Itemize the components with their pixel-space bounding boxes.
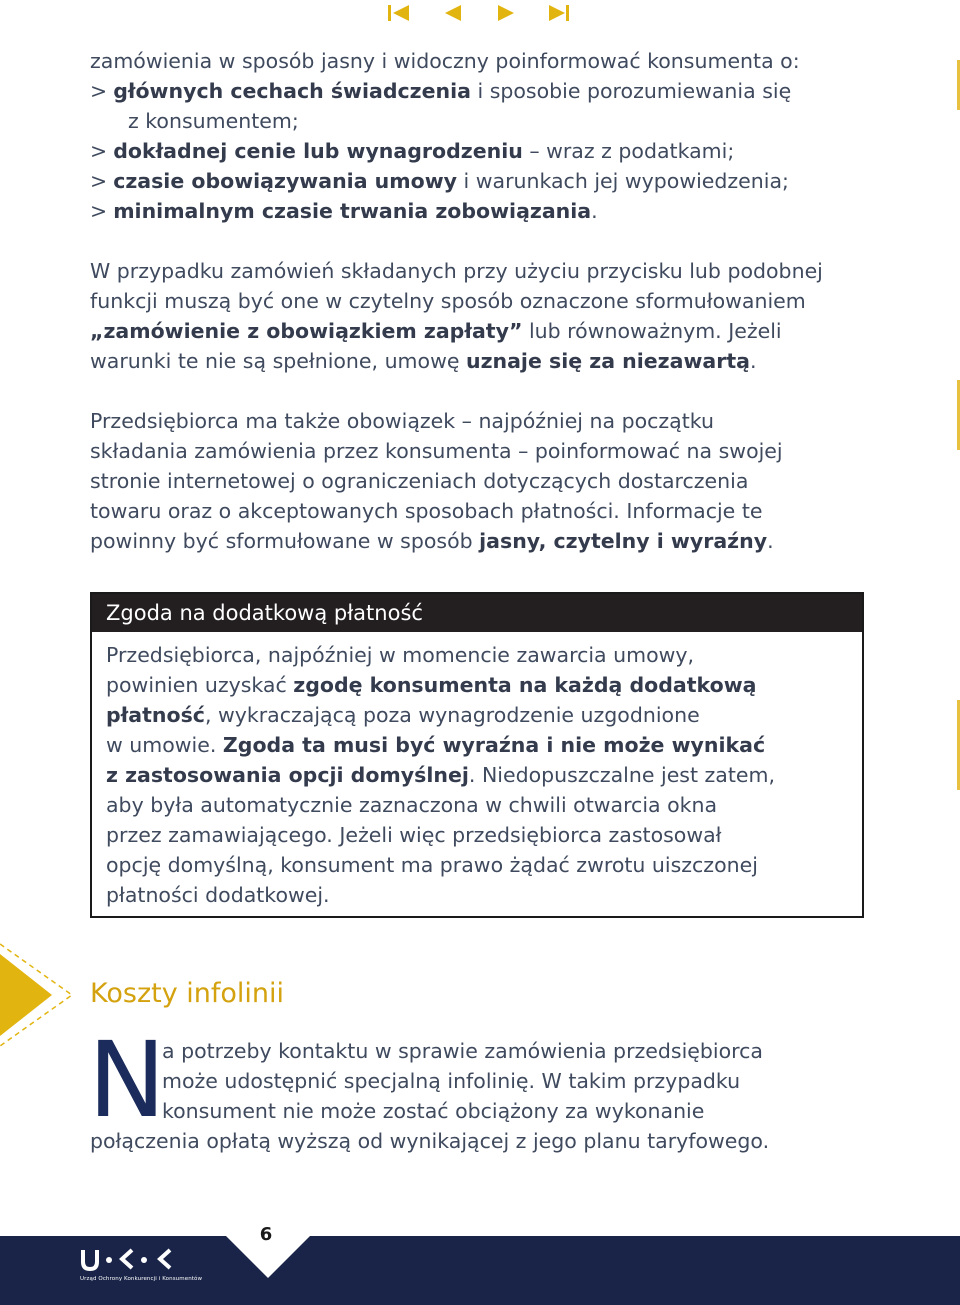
intro-section: [90, 46, 890, 226]
list-marker: >: [90, 79, 108, 103]
triangle-decoration-icon: [0, 940, 80, 1050]
list-marker: >: [90, 169, 108, 193]
list-item-text: – wraz z podatkami;: [522, 139, 735, 163]
bold-phrase: „zamówienie z obowiązkiem zapłaty”: [90, 319, 523, 343]
bold-phrase: uznaje się za niezawartą: [465, 349, 750, 373]
list-item-text: i sposobie porozumiewania się: [470, 79, 792, 103]
text-span: powinny być sformułowane w sposób: [90, 529, 480, 553]
text-span: lub równoważnym. Jeżeli: [522, 319, 782, 343]
text-span: w umowie.: [106, 733, 223, 757]
text-line: [90, 526, 890, 556]
list-item-continuation: z konsumentem;: [128, 109, 299, 133]
text-line: aby była automatycznie zaznaczona w chwili otwarcia okna: [106, 793, 718, 817]
text-line: stronie internetowej o ograniczeniach dotyczących dostarczenia: [90, 469, 749, 493]
section-heading: Koszty infolinii: [90, 978, 285, 1009]
bold-phrase: Zgoda ta musi być wyraźna i nie może wynikać: [222, 733, 766, 757]
list-item: [90, 136, 890, 166]
paragraph-order-button: [90, 256, 890, 376]
text-span: . Niedopuszczalne jest zatem,: [468, 763, 775, 787]
list-item-bold: głównych cechach świadczenia: [113, 79, 471, 103]
text-line: [106, 670, 848, 700]
skip-to-first-icon[interactable]: [385, 2, 411, 24]
page-number: 6: [259, 1224, 273, 1245]
list-marker: >: [90, 139, 108, 163]
text-line: [106, 760, 848, 790]
text-line: [106, 730, 848, 760]
info-box-title: Zgoda na dodatkową płatność: [92, 594, 862, 632]
list-item-text: .: [591, 199, 598, 223]
text-span: .: [767, 529, 774, 553]
list-item: [90, 166, 890, 196]
text-line: przez zamawiającego. Jeżeli więc przedsiębiorca zastosował: [106, 823, 722, 847]
next-icon[interactable]: [493, 2, 519, 24]
list-item-text: i warunkach jej wypowiedzenia;: [457, 169, 789, 193]
text-line: [106, 700, 848, 730]
page-navigation: [385, 2, 575, 24]
text-line: opcję domyślną, konsument ma prawo żądać zwrotu uiszczonej: [106, 853, 758, 877]
uokik-logo: [80, 1247, 176, 1289]
text-span: , wykraczającą poza wynagrodzenie uzgodnione: [204, 703, 700, 727]
list-item-bold: dokładnej cenie lub wynagrodzeniu: [113, 139, 523, 163]
text-line: składania zamówienia przez konsumenta – poinformować na swojej: [90, 439, 783, 463]
text-line: towaru oraz o akceptowanych sposobach płatności. Informacje te: [90, 499, 763, 523]
bold-phrase: jasny, czytelny i wyraźny: [479, 529, 768, 553]
text-line: Przedsiębiorca ma także obowiązek – najpóźniej na początku: [90, 409, 715, 433]
bold-phrase: zgodę konsumenta na każdą dodatkową: [293, 673, 757, 697]
text-span: .: [749, 349, 757, 373]
info-box: [90, 592, 864, 918]
text-line: W przypadku zamówień składanych przy użyciu przycisku lub podobnej: [90, 259, 823, 283]
text-span: powinien uzyskać: [106, 673, 294, 697]
list-item-bold: czasie obowiązywania umowy: [113, 169, 458, 193]
list-item-bold: minimalnym czasie trwania zobowiązania: [113, 199, 592, 223]
previous-icon[interactable]: [441, 2, 467, 24]
text-line: Przedsiębiorca, najpóźniej w momencie zawarcia umowy,: [106, 643, 695, 667]
bold-phrase: płatność: [106, 703, 205, 727]
text-line: może udostępnić specjalną infolinię. W takim przypadku: [162, 1069, 741, 1093]
text-line: konsument nie może zostać obciążony za wykonanie: [162, 1099, 705, 1123]
list-marker: >: [90, 199, 108, 223]
bold-phrase: z zastosowania opcji domyślnej: [106, 763, 469, 787]
info-box-body: [92, 632, 862, 910]
list-item: [90, 76, 890, 106]
text-line: płatności dodatkowej.: [106, 883, 330, 907]
text-line: [90, 346, 890, 376]
intro-line: zamówienia w sposób jasny i widoczny poinformować konsumenta o:: [90, 49, 800, 73]
logo-caption: Urząd Ochrony Konkurencji i Konsumentów: [80, 1276, 203, 1282]
text-line: a potrzeby kontaktu w sprawie zamówienia przedsiębiorca: [162, 1039, 763, 1063]
list-item: [90, 196, 890, 226]
text-line: [90, 316, 890, 346]
paragraph-hotline: [90, 1036, 882, 1156]
drop-cap: N: [88, 1019, 166, 1141]
paragraph-delivery-info: [90, 406, 890, 556]
text-line: funkcji muszą być one w czytelny sposób oznaczone sformułowaniem: [90, 289, 806, 313]
skip-to-last-icon[interactable]: [547, 2, 573, 24]
text-line: połączenia opłatą wyższą od wynikającej z jego planu taryfowego.: [90, 1129, 770, 1153]
text-span: warunki te nie są spełnione, umowę: [90, 349, 466, 373]
